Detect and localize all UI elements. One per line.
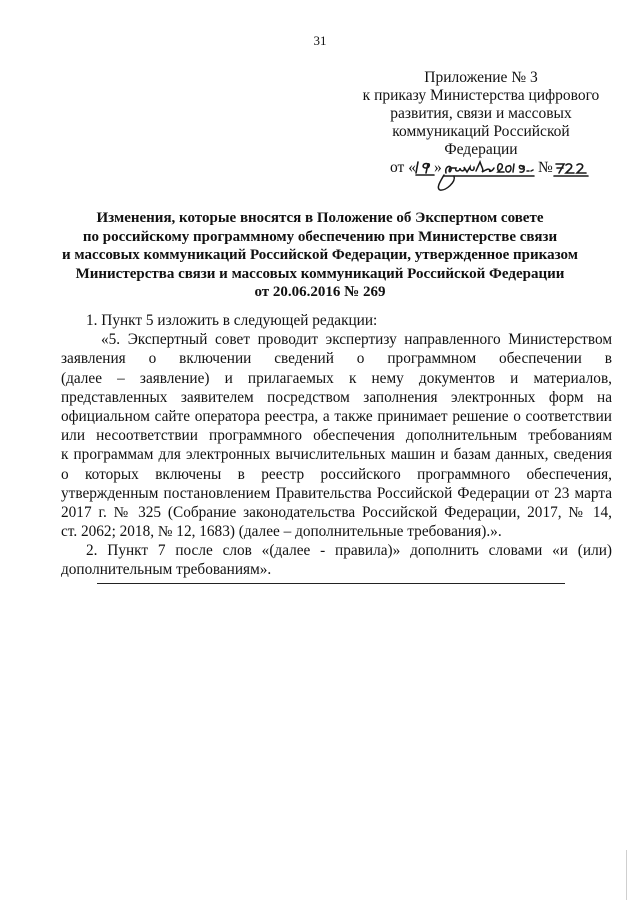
handwritten-number [554, 164, 588, 176]
appendix-line: Приложение № 3 [424, 69, 538, 86]
appendix-line: развития, связи и массовых [390, 105, 572, 122]
quote-line: к программам для электронных вычислительных машин и базам данных, сведения [61, 446, 612, 464]
document-title [60, 209, 580, 302]
title-line: от 20.06.2016 № 269 [254, 284, 386, 300]
appendix-line: Федерации [444, 141, 518, 158]
quote-line: (далее – заявление) и прилагаемых к нему документов и материалов, [61, 369, 612, 387]
title-line: по российскому программному обеспечению при Министерстве связи [82, 228, 558, 245]
quote-line: утвержденным постановлением Правительства Российской Федерации от 23 марта [61, 484, 612, 502]
order-date-line [376, 158, 616, 192]
quote-line: ст. 2062; 2018, № 12, 1683) (далее – дополнительные требования).». [61, 523, 502, 541]
appendix-header [340, 69, 622, 159]
title-line: Министерства связи и массовых коммуникаций Российской Федерации [75, 265, 565, 282]
handwritten-month-year [438, 162, 534, 190]
number-sign: № [538, 159, 553, 176]
closing-divider [97, 583, 565, 584]
document-body [61, 311, 612, 580]
quote-line: 2017 г. № 325 (Собрание законодательства Российской Федерации, 2017, № 14, [61, 503, 612, 521]
paragraph-1-line: 1. Пункт 5 изложить в следующей редакции: [86, 312, 378, 329]
quote-line: заявления о включении сведений о программном обеспечении в [61, 350, 612, 368]
appendix-line: коммуникаций Российской [392, 123, 570, 140]
handwritten-date-number [376, 158, 616, 192]
scan-edge-mark [626, 850, 627, 900]
date-prefix: от « [390, 159, 416, 176]
page-number: 31 [313, 33, 327, 48]
handwritten-day [416, 162, 434, 175]
paragraph-2-line: 2. Пункт 7 после слов «(далее - правила)» дополнить словами «и (или) [86, 542, 612, 560]
quote-line: официальном сайте оператора реестра, а также принимает решение о соответствии [61, 407, 612, 425]
date-close-quote: » [434, 159, 442, 176]
appendix-line: к приказу Министерства цифрового [362, 87, 600, 104]
paragraph-2-line: дополнительным требованиям». [61, 561, 272, 579]
quote-line: о которых включены в реестр российского программного обеспечения, [61, 465, 612, 483]
quote-line: представленных заявителем посредством заполнения электронных форм на [61, 388, 612, 406]
title-line: и массовых коммуникаций Российской Федерации, утвержденное приказом [62, 247, 578, 263]
quote-line: «5. Экспертный совет проводит экспертизу направленного Министерством [101, 331, 612, 349]
quote-line: или несоответствии программного обеспечения дополнительным требованиям [61, 427, 612, 445]
title-line: Изменения, которые вносятся в Положение об Экспертном совете [96, 210, 544, 226]
